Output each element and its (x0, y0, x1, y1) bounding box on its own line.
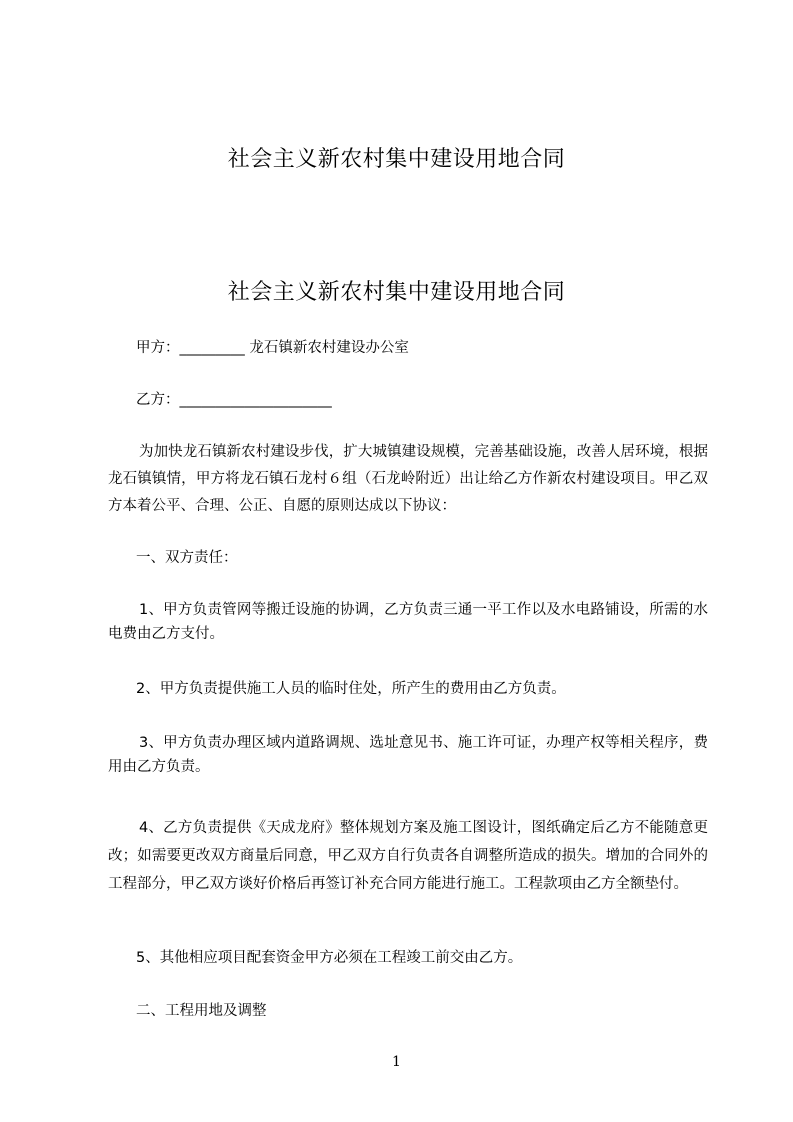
section1-heading: 一、双方责任： (136, 550, 238, 566)
section2-heading: 二、工程用地及调整 (136, 1003, 267, 1019)
item-4: 4、乙方负责提供《天成龙府》整体规划方案及施工图设计，图纸确定后乙方不能随意更改；如需要更改双方商量后同意，甲乙双方自行负责各自调整所造成的损失。增加的合同外的工程部分，甲乙双方谈好价格后再签订补充合同方能进行施工。工程款项由乙方全额垫付。 (108, 820, 708, 892)
party-a-line: 甲方：_________ 龙石镇新农村建设办公室 (136, 340, 409, 356)
item-5: 5、其他相应项目配套资金甲方必须在工程竣工前交由乙方。 (136, 950, 523, 966)
cover-title: 社会主义新农村集中建设用地合同 (227, 147, 566, 172)
intro-paragraph: 为加快龙石镇新农村建设步伐，扩大城镇建设规模，完善基础设施，改善人居环境，根据龙石镇镇情，甲方将龙石镇石龙村６组（石龙岭附近）出让给乙方作新农村建设项目。甲乙双方本着公平、合理、公正、自愿的原则达成以下协议： (108, 444, 708, 514)
party-b-line: 乙方：_____________________ (136, 392, 332, 408)
item-1: 1、甲方负责管网等搬迁设施的协调，乙方负责三通一平工作以及水电路铺设，所需的水电费由乙方支付。 (108, 602, 708, 642)
item-2: 2、甲方负责提供施工人员的临时住处，所产生的费用由乙方负责。 (136, 681, 566, 697)
item-3: 3、甲方负责办理区域内道路调规、选址意见书、施工许可证，办理产权等相关程序，费用由乙方负责。 (108, 735, 708, 775)
page-number: 1 (392, 1054, 401, 1070)
main-title: 社会主义新农村集中建设用地合同 (227, 280, 566, 305)
